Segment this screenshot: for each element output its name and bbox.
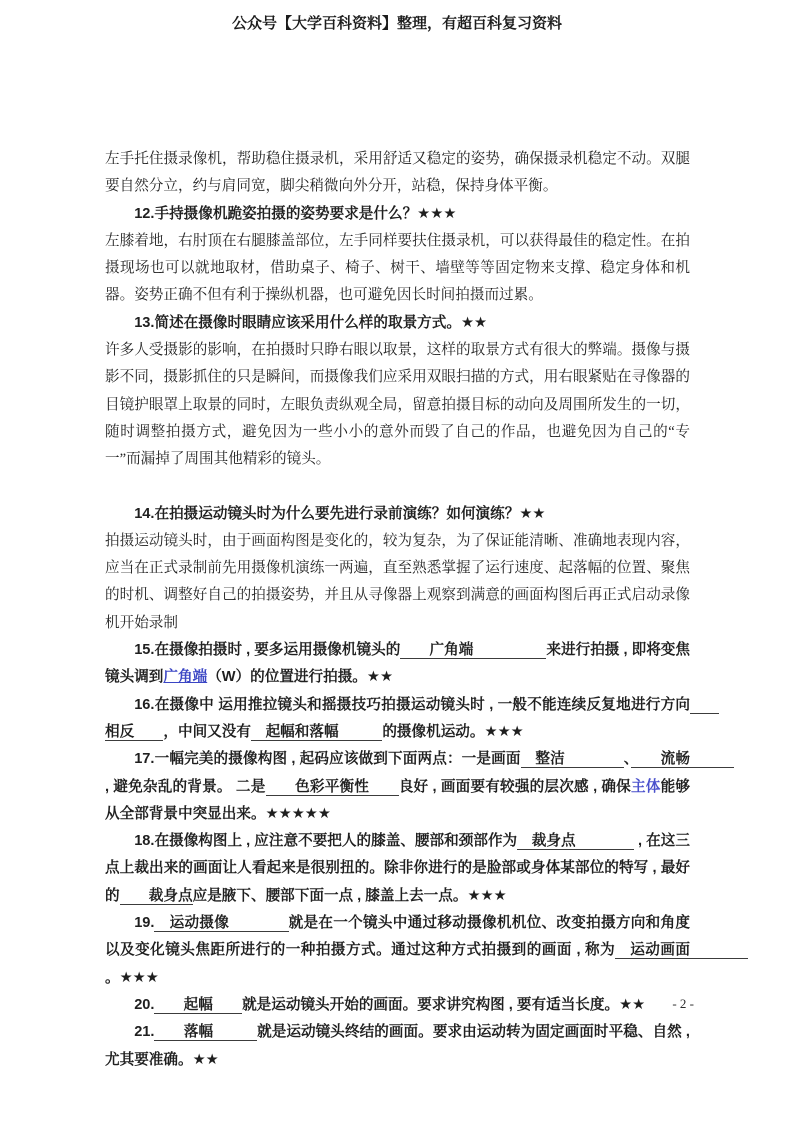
text-run: 左膝着地，右肘顶在右腿膝盖部位，左手同样要扶住摄录机，可以获得最佳的稳定性。在拍摄现场也可以就地取材，借助桌子、椅子、树干、墙壁等等固定物来支撑、稳定身体和机器。姿势正确不但有利于操纵机器，也可避免因长时间拍摄而过累。 <box>105 232 690 304</box>
text-run: ，中间又没有 <box>163 723 251 740</box>
text-run: 的摄像机运动。★★★ <box>382 723 524 740</box>
text-run: 13.简述在摄像时眼睛应该采用什么样的取景方式。★★ <box>134 314 488 331</box>
fill-in-blank-answer: 起幅 <box>154 996 243 1013</box>
question-19 <box>105 910 749 992</box>
question-20 <box>105 992 690 1019</box>
fill-in-blank-answer: 裁身点 <box>517 833 634 850</box>
fill-in-blank-answer: 裁身点 <box>119 887 193 904</box>
text-run: 20. <box>134 996 155 1013</box>
text-run: 18.在摄像构图上 , 应注意不要把人的膝盖、腰部和颈部作为 <box>134 833 518 850</box>
question-17 <box>105 746 738 828</box>
text-run: 来进行拍摄 , 即将变焦镜头调到 <box>105 642 690 686</box>
answer-11-continued <box>105 146 690 201</box>
page-header-text: 公众号【大学百科资料】整理，有超百科复习资料 <box>231 16 562 32</box>
text-run: 。★★★ <box>105 969 159 986</box>
text-run: （W）的位置进行拍摄。★★ <box>207 669 394 686</box>
text-run: 许多人受摄影的影响，在拍摄时只睁右眼以取景，这样的取景方式有很大的弊端。摄像与摄影不同，摄影抓住的只是瞬间，而摄像我们应采用双眼扫描的方式，用右眼紧贴在寻像器的目镜护眼罩上取景的同时，左眼负责纵观全局，留意拍摄目标的动向及周围所发生的一切，随时调整拍摄方式，避免因为一些小小的意外而毁了自己的作品，也避免因为自己的“专一”而漏掉了周围其他精彩的镜头。 <box>105 342 690 468</box>
question-14 <box>105 501 690 528</box>
text-run: 19. <box>134 915 155 932</box>
text-run: 拍摄运动镜头时，由于画面构图是变化的，较为复杂，为了保证能清晰、准确地表现内容，应当在正式录制前先用摄像机演练一两遍，直至熟悉掌握了运行速度、起落幅的位置、聚焦的时机、调整好自己的拍摄姿势，并且从寻像器上观察到满意的画面构图后再正式启动录像机开始录制 <box>105 532 690 631</box>
question-12 <box>105 201 690 228</box>
fill-in-blank-answer: 色彩平衡性 <box>265 778 399 795</box>
text-run: 21. <box>134 1024 155 1041</box>
question-15 <box>105 637 690 692</box>
text-run: , 避免杂乱的背景。 二是 <box>105 751 738 795</box>
text-run: 应是腋下、腰部下面一点 , 膝盖上去一点。★★★ <box>192 887 507 904</box>
document-blocks <box>105 146 749 1074</box>
answer-12 <box>105 228 690 310</box>
fill-in-blank-answer: 相反 <box>105 696 720 740</box>
text-run: 能够从全部背景中突显出来。★★★★★ <box>105 778 690 822</box>
text-run: 16.在摄像中 运用推拉镜头和摇摄技巧拍摄运动镜头时 , 一般不能连续反复地进行方向 <box>134 696 690 713</box>
fill-in-blank-answer: 广角端 <box>400 642 547 659</box>
fill-in-blank-answer: 起幅和落幅 <box>250 723 383 740</box>
question-13 <box>105 310 690 337</box>
text-run: 14.在拍摄运动镜头时为什么要先进行录前演练？如何演练？★★ <box>134 505 546 522</box>
answer-14 <box>105 528 690 637</box>
text-run: , 在这三点上裁出来的画面让人看起来是很别扭的。除非你进行的是脸部或身体某部位的特写 , 最好的 <box>105 833 690 904</box>
text-run: 、 <box>623 751 632 768</box>
text-run: 良好 , 画面要有较强的层次感 , 确保 <box>398 778 631 795</box>
accent-text: 主体 <box>630 778 661 795</box>
answer-13 <box>105 337 690 473</box>
question-16 <box>105 692 720 747</box>
text-run: 17.一幅完美的摄像构图 , 起码应该做到下面两点：一是画面 <box>134 751 521 768</box>
question-21 <box>105 1019 695 1074</box>
fill-in-blank-answer: 落幅 <box>154 1024 258 1041</box>
text-run: 就是在一个镜头中通过移动摄像机机位、改变拍摄方向和角度以及变化镜头焦距所进行的一种拍摄方式。通过这种方式拍摄到的画面 , 称为 <box>105 915 690 959</box>
fill-in-blank-answer: 整洁 <box>520 751 624 768</box>
fill-in-blank-answer: 运动摄像 <box>154 915 289 932</box>
text-run: 就是运动镜头开始的画面。要求讲究构图 , 要有适当长度。★★ <box>242 996 646 1013</box>
text-run: 左手托住摄录像机，帮助稳住摄录机，采用舒适又稳定的姿势，确保摄录机稳定不动。双腿要自然分立，约与肩同宽，脚尖稍微向外分开，站稳，保持身体平衡。 <box>105 151 690 195</box>
hyperlink[interactable]: 广角端 <box>163 669 208 686</box>
text-run: 就是运动镜头终结的画面。要求由运动转为固定画面时平稳、自然 , 尤其要准确。★★ <box>105 1024 695 1068</box>
fill-in-blank-answer: 运动画面 <box>615 942 749 959</box>
fill-in-blank-answer: 流畅 <box>631 751 734 768</box>
page-number: - 2 - <box>672 996 694 1011</box>
text-run: 12.手持摄像机跪姿拍摄的姿势要求是什么？★★★ <box>134 205 457 222</box>
text-run: 15.在摄像拍摄时 , 要多运用摄像机镜头的 <box>134 642 401 659</box>
question-18 <box>105 828 690 910</box>
